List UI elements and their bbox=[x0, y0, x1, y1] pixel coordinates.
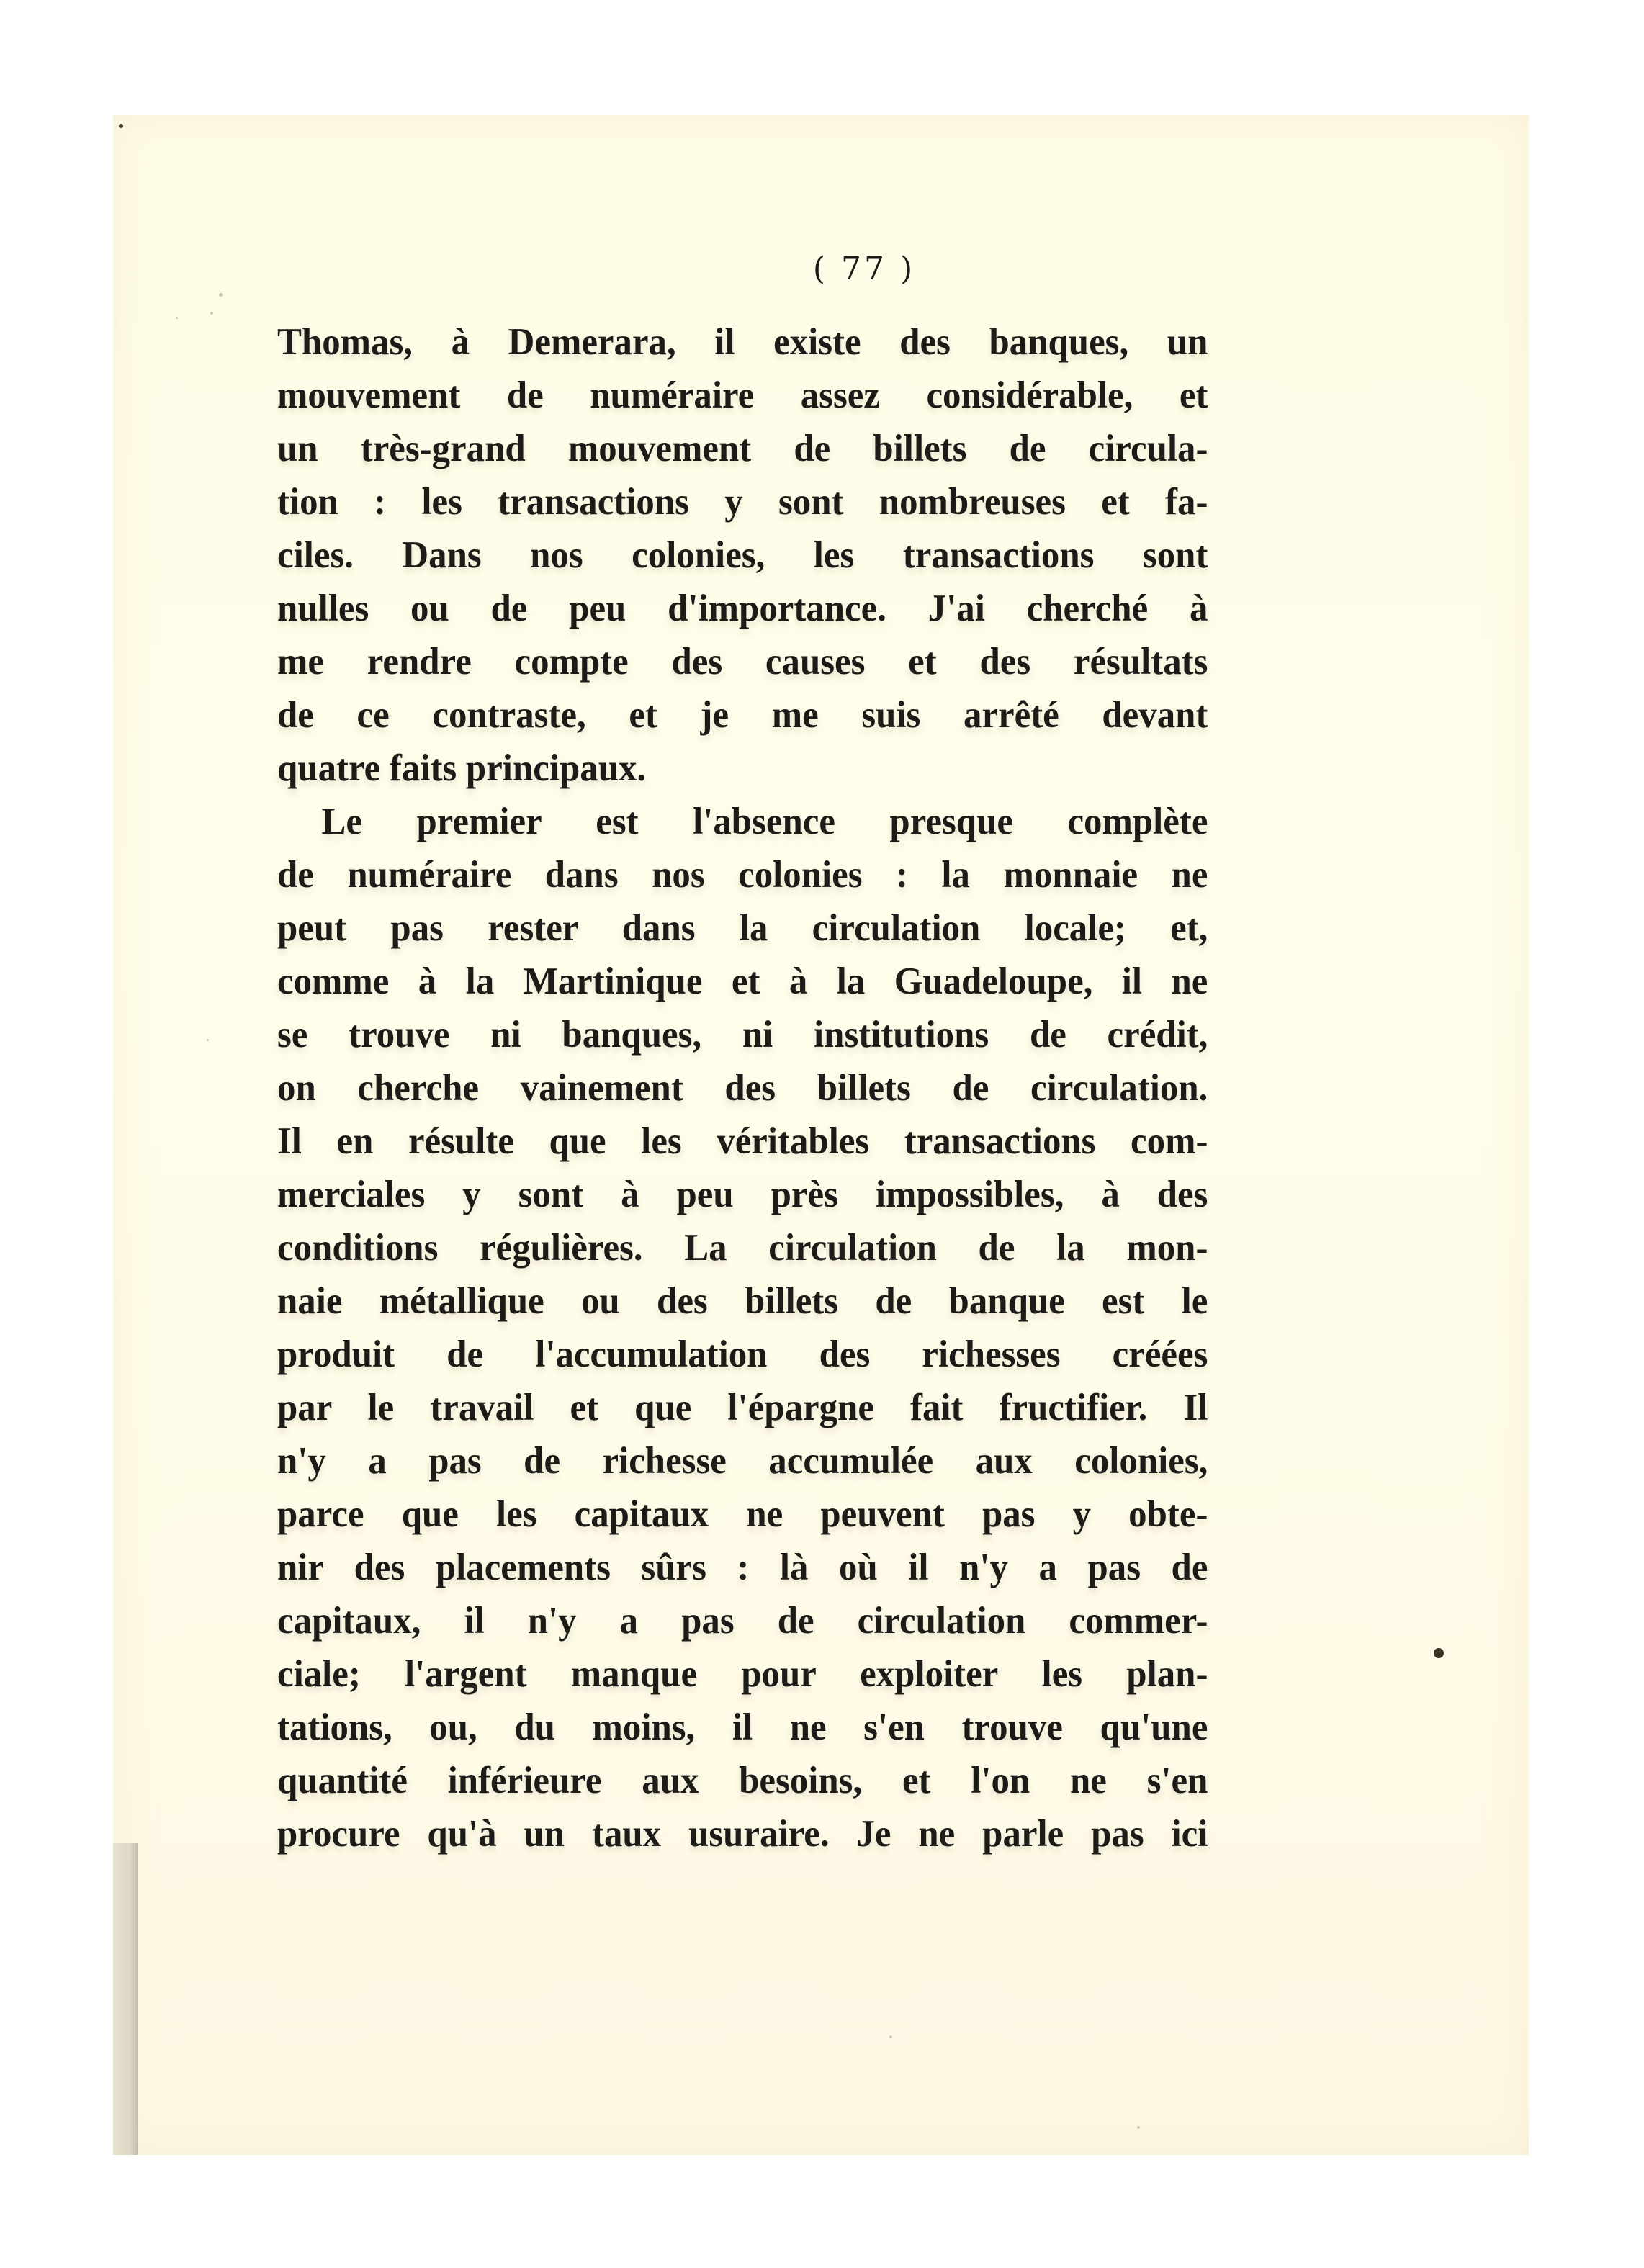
text-line: procure qu'à un taux usuraire. Je ne parle pas ici bbox=[277, 1813, 1208, 1855]
text-line: produit de l'accumulation des richesses créées bbox=[277, 1333, 1208, 1375]
text-line: comme à la Martinique et à la Guadeloupe, il ne bbox=[277, 960, 1208, 1002]
text-line: me rendre compte des causes et des résultats bbox=[277, 641, 1208, 683]
text-line: ciale; l'argent manque pour exploiter les plan- bbox=[277, 1653, 1208, 1695]
scanned-page bbox=[113, 115, 1529, 2155]
text-line: quantité inférieure aux besoins, et l'on ne s'en bbox=[277, 1760, 1208, 1801]
text-line: Il en résulte que les véritables transactions com- bbox=[277, 1120, 1208, 1162]
text-line: capitaux, il n'y a pas de circulation commer- bbox=[277, 1600, 1208, 1642]
text-line: parce que les capitaux ne peuvent pas y obte- bbox=[277, 1493, 1208, 1535]
text-line: de ce contraste, et je me suis arrêté devant bbox=[277, 694, 1208, 736]
text-line: par le travail et que l'épargne fait fructifier. Il bbox=[277, 1387, 1208, 1428]
text-line: mouvement de numéraire assez considérable, et bbox=[277, 374, 1208, 416]
ink-speck bbox=[119, 124, 123, 128]
text-line: naie métallique ou des billets de banque est le bbox=[277, 1280, 1208, 1322]
text-line: un très-grand mouvement de billets de circula- bbox=[277, 428, 1208, 469]
text-line: ciles. Dans nos colonies, les transactions sont bbox=[277, 534, 1208, 576]
text-line: peut pas rester dans la circulation locale; et, bbox=[277, 907, 1208, 949]
text-line: conditions régulières. La circulation de la mon- bbox=[277, 1227, 1208, 1269]
text-line: Thomas, à Demerara, il existe des banques, un bbox=[277, 321, 1208, 363]
ink-speck bbox=[1434, 1648, 1444, 1658]
ink-speck bbox=[210, 312, 213, 315]
ink-speck bbox=[1137, 2126, 1140, 2129]
text-line: tion : les transactions y sont nombreuses et fa- bbox=[277, 481, 1208, 523]
text-line: tations, ou, du moins, il ne s'en trouve qu'une bbox=[277, 1706, 1208, 1748]
text-line: se trouve ni banques, ni institutions de crédit, bbox=[277, 1014, 1208, 1056]
text-line: n'y a pas de richesse accumulée aux colonies, bbox=[277, 1440, 1208, 1482]
text-line: quatre faits principaux. bbox=[277, 747, 647, 789]
ink-speck bbox=[219, 293, 223, 297]
body-text bbox=[277, 315, 1208, 1860]
text-line: de numéraire dans nos colonies : la monnaie ne bbox=[277, 854, 1208, 896]
paragraph bbox=[277, 315, 1208, 795]
ink-speck bbox=[889, 2035, 892, 2038]
binding-edge bbox=[113, 1843, 138, 2155]
paragraph bbox=[277, 795, 1208, 1860]
ink-speck bbox=[207, 1039, 209, 1041]
text-line: Le premier est l'absence presque complète bbox=[321, 801, 1208, 842]
ink-speck bbox=[176, 317, 178, 319]
text-line: nir des placements sûrs : là où il n'y a pas de bbox=[277, 1547, 1208, 1588]
text-line: nulles ou de peu d'importance. J'ai cherché à bbox=[277, 588, 1208, 629]
text-line: merciales y sont à peu près impossibles, à des bbox=[277, 1174, 1208, 1215]
text-line: on cherche vainement des billets de circulation. bbox=[277, 1067, 1208, 1109]
page-number: ( 77 ) bbox=[812, 251, 916, 287]
